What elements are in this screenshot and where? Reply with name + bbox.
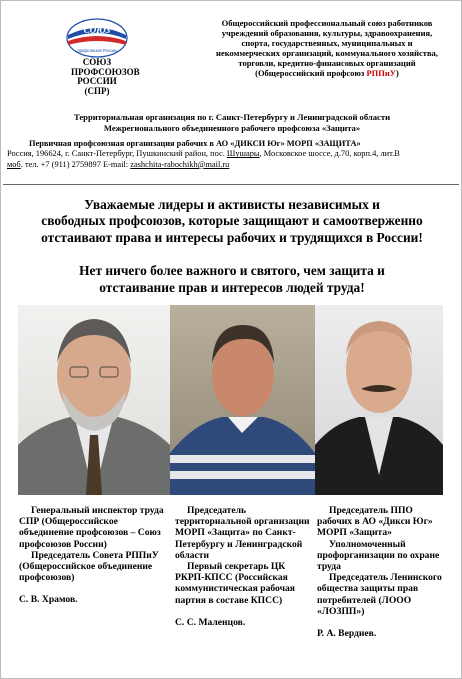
email-link[interactable]: zashchita-rabochikh@mail.ru [130, 159, 230, 169]
caption-paragraph: Председатель территориальной организации МОРП «Защита» по Санкт-Петербургу и Ленинградской области [175, 505, 310, 561]
appeal-text: Уважаемые лидеры и активисты независимых и свободных профсоюзов, которые защищают и самоотверженно отстаивают права и интересы рабочих и трудящихся в России! [41, 197, 423, 245]
headline-text: Нет ничего более важного и святого, чем защита и отстаивание прав и интересов людей труда! [79, 263, 385, 295]
person-name: Р. А. Вердиев. [317, 628, 377, 640]
org-line-last: (Общероссийский профсоюз РППиУ) [255, 68, 399, 78]
portrait-photo-3 [315, 305, 443, 495]
logo-name-line: (СПР) [84, 85, 110, 96]
person-caption-3 [317, 505, 445, 639]
union-logo-icon [65, 17, 129, 59]
primary-title: Первичная профсоюзная организация рабочих в АО «ДИКСИ Юг» МОРП «ЗАЩИТА» [29, 139, 361, 148]
logo-name-line: ПРОФСОЮЗОВ [71, 66, 140, 77]
portrait-photo-1 [18, 305, 170, 495]
org-line: некоммерческих организаций, коммунального хозяйства, [216, 48, 438, 58]
org-line: Общероссийский профессиональный союз работников [221, 18, 433, 28]
org-abbr: РППиУ [366, 68, 397, 78]
caption-paragraph: Первый секретарь ЦК РКРП-КПСС (Российская коммунистическая рабочая партия в составе КПСС) [175, 561, 295, 606]
primary-organization [7, 139, 457, 170]
person-caption-2 [175, 505, 315, 628]
org-line: учреждений образования, культуры, здравоохранения, [221, 28, 433, 38]
org-line: спорта, государственных, муниципальных и [241, 38, 413, 48]
logo-name-line: РОССИИ [77, 76, 117, 87]
primary-contacts: моб. тел. +7 (911) 2759897 E-mail: zashchita-rabochikh@mail.ru [7, 159, 230, 169]
logo-emblem-text: СОЮЗ [83, 25, 111, 35]
primary-address: Россия, 196624, г. Санкт-Петербург, Пушкинский район, пос. Шушары, Московское шоссе, д.70, корп.4, лит.В [7, 149, 400, 159]
org-description [196, 18, 458, 78]
header-divider [3, 184, 459, 185]
person-caption-1 [19, 505, 167, 606]
caption-paragraph: Председатель Совета РППиУ (Общероссийское объединение профсоюзов) [19, 549, 159, 584]
caption-paragraph: Председатель Ленинского общества защиты прав потребителей (ЛООО «ЛОЗПП») [317, 572, 442, 617]
territorial-organization: Территориальная организация по г. Санкт-Петербургу и Ленинградской области Межрегионального объединенного рабочего профсоюза «Защита» [73, 112, 391, 133]
person-name: С. С. Маленцов. [175, 616, 246, 628]
person-name: С. В. Храмов. [19, 594, 78, 606]
org-line: торговли, кредитно-финансовых организаций [238, 58, 416, 68]
caption-paragraph: Генеральный инспектор труда СПР (Общероссийское объединение профсоюзов – Союз профсоюзов России) [19, 505, 164, 550]
portrait-photo-2 [170, 305, 315, 495]
logo-emblem-subtext: профсоюзов России [77, 48, 117, 53]
caption-paragraph: Председатель ППО рабочих в АО «Дикси Юг» МОРП «Защита» [317, 505, 433, 539]
logo-name-line: СОЮЗ [82, 57, 112, 67]
logo-name [71, 57, 140, 96]
caption-paragraph: Уполномоченный профорганизации по охране труда [317, 538, 440, 573]
